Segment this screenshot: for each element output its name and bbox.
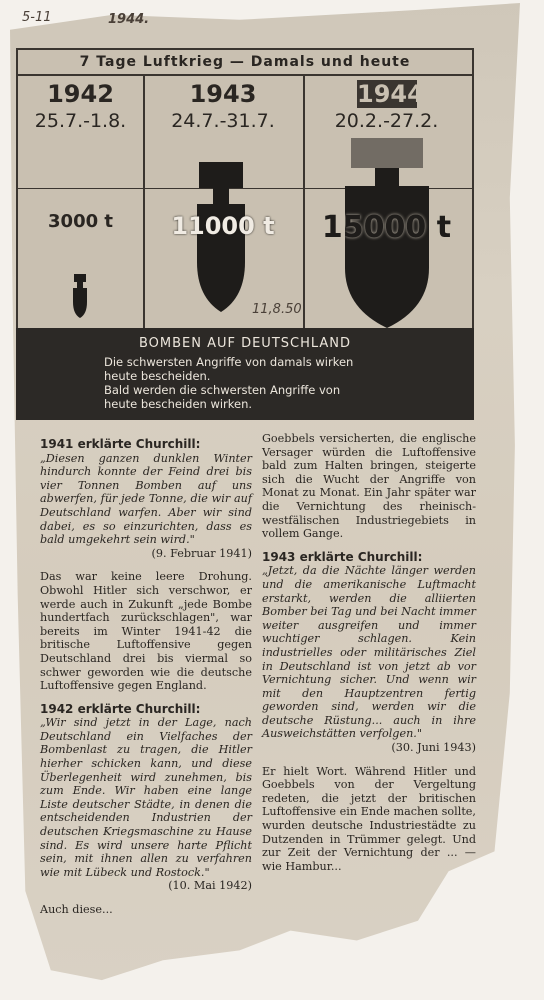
- graphic-title: 7 Tage Luftkrieg — Damals und heute: [18, 50, 472, 76]
- date-range: 24.7.-31.7.: [171, 110, 275, 132]
- year-label: 1942: [47, 80, 114, 108]
- date-range: 20.2.-27.2.: [334, 110, 439, 132]
- handwritten-year: 1944.: [108, 12, 150, 27]
- column-1942: [18, 76, 145, 330]
- caption-line: heute bescheiden wirken.: [104, 397, 253, 411]
- quote-date: (10. Mai 1942): [168, 879, 252, 893]
- column-1944: [303, 76, 470, 330]
- tonnage-label: 11000 t: [171, 212, 275, 240]
- body-paragraph: Er hielt Wort. Während Hitler und Goebbels von der Vergeltung redeten, die jetzt der britischen Luftoffensive ein Ende machen sollte, wurden deutsche Industriestädte zu Dutzenden in Trümmer gelegt. Und zur Zeit der Vernichtung der ... — wie Hambur...: [262, 764, 476, 873]
- churchill-quote: „Diesen ganzen dunklen Winter hindurch konnte der Feind drei bis vier Tonnen Bomben auf uns abwerfen, für jede Tonne, die wir auf Deutschland warfen. Aber wir sind dabei, es so einzurichten, dass es bald umgekehrt sein wird.": [40, 451, 252, 547]
- body-paragraph: Das war keine leere Drohung. Obwohl Hitler sich verschwor, er werde auch in Zukunft „jede Bombe hundertfach zurückschlagen", war bereits im Winter 1941-42 die britische Luftoffensive gegen Deutschland drei bis viermal so schwer geworden wie die deutsche Luftoffensive gegen England.: [40, 570, 252, 693]
- bomb-tonnage-graphic: [16, 48, 474, 332]
- date-range: 25.7.-1.8.: [34, 110, 127, 132]
- caption-headline: BOMBEN AUF DEUTSCHLAND: [138, 336, 352, 351]
- quote-date: (30. Juni 1943): [391, 741, 476, 755]
- caption-box: [16, 328, 474, 420]
- small-bomb-icon: [70, 274, 90, 318]
- quote-date: (9. Februar 1941): [151, 546, 252, 560]
- year-label: 1944: [357, 80, 424, 108]
- section-heading: 1943 erklärte Churchill:: [262, 549, 423, 564]
- section-heading: 1941 erklärte Churchill:: [40, 437, 201, 451]
- right-text-column: [262, 432, 476, 873]
- handwritten-note: 11,8.50: [252, 302, 302, 317]
- churchill-quote: „Wir sind jetzt in der Lage, nach Deutschland ein Vielfaches der Bombenlast zu tragen, die Hitler hierher schicken kann, und diese Überlegenheit wird zunehmen, bis zum Ende. Wir haben eine lange Liste deutscher Städte, in denen die entscheidenden Industrien der deutschen Kriegsmaschine zu Hause sind. Es wird unsere harte Pflicht sein, mit ihnen allen zu verfahren wie mit Lübeck und Rostock.": [40, 716, 252, 879]
- caption-line: Die schwersten Angriffe von damals wirken: [104, 355, 354, 369]
- left-text-column: [40, 438, 252, 917]
- section-heading: 1942 erklärte Churchill:: [40, 701, 201, 716]
- body-paragraph: Goebbels versicherten, die englische Versager würden die Luftoffensive bald zum Halten bringen, steigerte sich die Wucht der Angriffe von Monat zu Monat. Ein Jahr später war die Vernichtung des rheinisch-westfälischen Industriegebiets in vollem Gange.: [262, 432, 476, 541]
- handwritten-ref: 5-11: [22, 10, 52, 25]
- column-1943: [143, 76, 305, 330]
- caption-line: Bald werden die schwersten Angriffe von: [104, 383, 341, 397]
- tonnage-label: 15000 t: [321, 210, 452, 245]
- churchill-quote: „Jetzt, da die Nächte länger werden und die amerikanische Luftmacht erstarkt, werden die alliierten Bomber bei Tag und bei Nacht immer weiter ausgreifen und immer wuchtiger schlagen. Kein industrielles oder militärisches Ziel in Deutschland ist von jetzt ab vor Vernichtung sicher. Und wenn wir mit den Hauptzentren fertig geworden sind, werden wir die deutsche Rüstung... auch in ihre Ausweichstätten verfolgen.": [262, 564, 476, 741]
- year-label: 1943: [189, 80, 257, 108]
- caption-line: heute bescheiden.: [104, 369, 211, 383]
- body-paragraph: Auch diese...: [40, 903, 113, 916]
- tonnage-label: 3000 t: [48, 211, 113, 232]
